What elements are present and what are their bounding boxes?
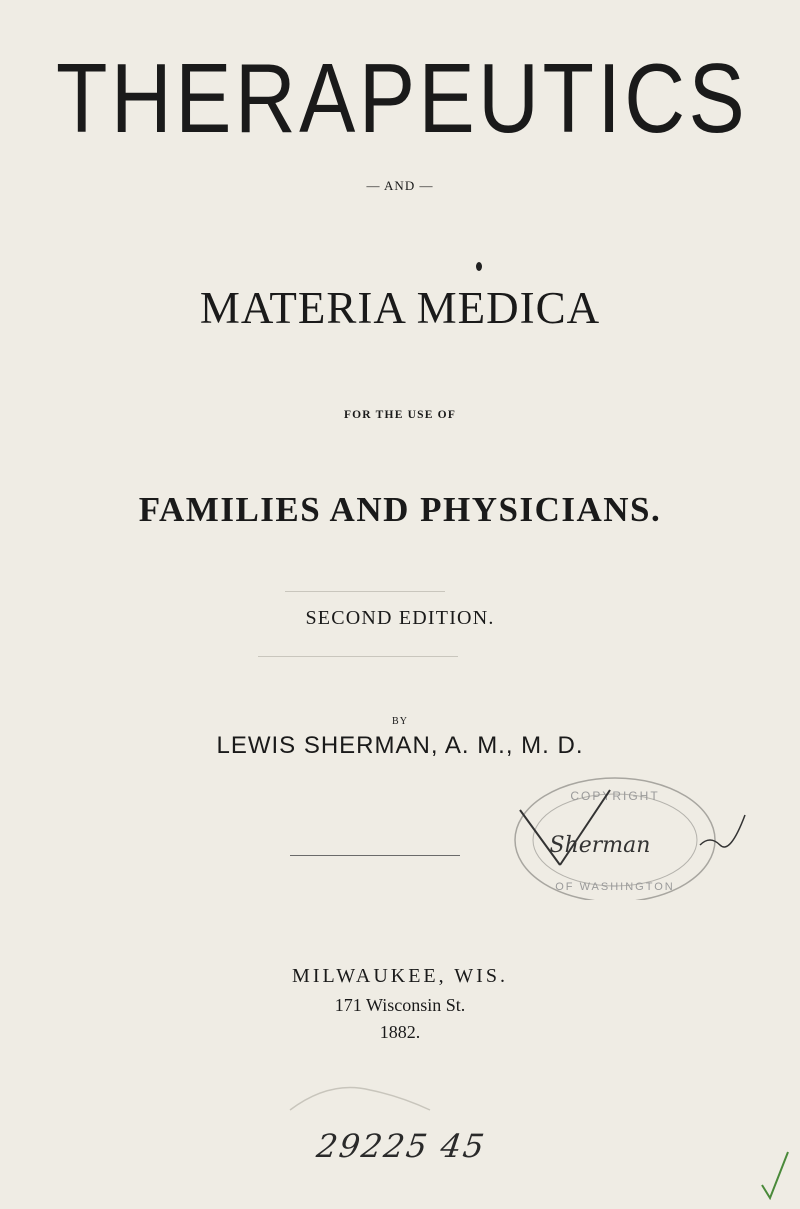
copyright-stamp-icon	[500, 770, 750, 900]
book-subtitle: MATERIA MEDICA	[199, 283, 601, 333]
edition: SECOND EDITION.	[305, 607, 495, 629]
stamp-top-text: COPYRIGHT	[570, 789, 660, 803]
audience: FAMILIES AND PHYSICIANS.	[138, 490, 662, 529]
purpose-prefix: FOR THE USE OF	[343, 409, 457, 421]
imprint-address: 171 Wisconsin St.	[334, 995, 466, 1015]
stamp-handwriting: Sherman	[549, 833, 651, 858]
conjunction: — AND —	[366, 178, 434, 193]
divider-rule	[290, 855, 460, 856]
stamp-bottom-text: OF WASHINGTON	[555, 881, 675, 893]
divider-rule	[285, 591, 445, 592]
divider-rule	[258, 656, 458, 657]
handwritten-number: 29225 45	[314, 1127, 489, 1165]
book-title: THERAPEUTICS	[56, 43, 749, 153]
imprint-city: MILWAUKEE, WIS.	[292, 965, 508, 987]
ink-dot	[476, 262, 482, 271]
imprint-year: 1882.	[379, 1022, 421, 1042]
by-label: BY	[392, 716, 408, 727]
faint-stamp-icon	[280, 1080, 440, 1120]
checkmark-icon	[760, 1150, 790, 1200]
author-name: LEWIS SHERMAN, A. M., M. D.	[216, 732, 584, 759]
